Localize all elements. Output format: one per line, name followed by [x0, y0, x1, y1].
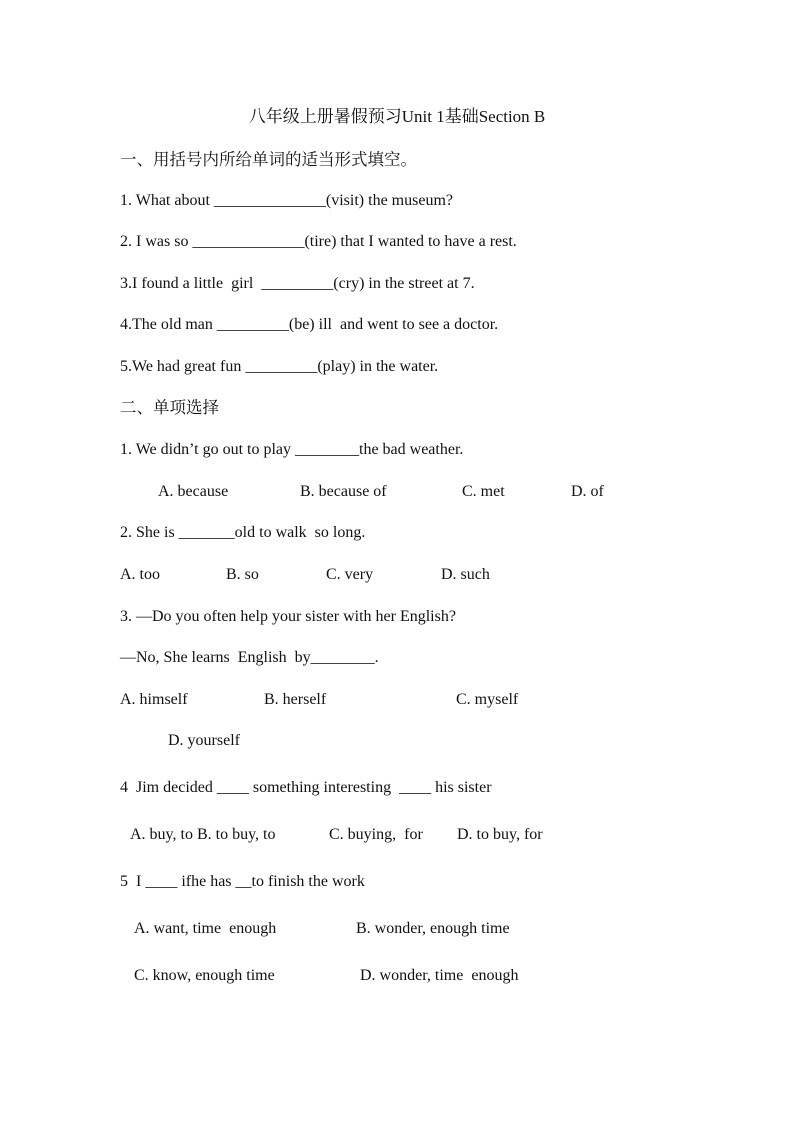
mc-q2-option-d: D. such: [441, 566, 490, 583]
mc-q1-option-b: B. because of: [300, 483, 387, 500]
mc-question-3-reply: —No, She learns English by________.: [120, 649, 379, 666]
fill-blank-item-5: 5.We had great fun _________(play) in the water.: [120, 358, 439, 375]
mc-q2-option-c: C. very: [326, 566, 374, 583]
page-title: 八年级上册暑假预习Unit 1基础Section B: [248, 107, 546, 126]
fill-blank-item-2: 2. I was so ______________(tire) that I wanted to have a rest.: [120, 233, 517, 250]
mc-q4-option-c: C. buying, for: [329, 826, 423, 843]
mc-q4-option-d: D. to buy, for: [457, 826, 543, 843]
fill-blank-item-1: 1. What about ______________(visit) the museum?: [120, 192, 453, 209]
fill-blank-item-4: 4.The old man _________(be) ill and went to see a doctor.: [120, 316, 499, 333]
part2-heading: 二、单项选择: [120, 398, 219, 417]
mc-q3-option-d: D. yourself: [168, 732, 240, 749]
part1-heading: 一、用括号内所给单词的适当形式填空。: [120, 150, 417, 169]
mc-q2-option-b: B. so: [226, 566, 259, 583]
mc-question-4: 4 Jim decided ____ something interesting ____ his sister: [120, 779, 492, 796]
mc-q2-option-a: A. too: [120, 566, 160, 583]
mc-question-5: 5 I ____ ifhe has __to finish the work: [120, 873, 365, 890]
mc-q3-option-b: B. herself: [264, 691, 327, 708]
mc-q5-option-b: B. wonder, enough time: [356, 920, 510, 937]
mc-q4-options-ab: A. buy, to B. to buy, to: [130, 826, 276, 843]
mc-q3-option-c: C. myself: [456, 691, 519, 708]
fill-blank-item-3: 3.I found a little girl _________(cry) in the street at 7.: [120, 275, 475, 292]
mc-q5-option-d: D. wonder, time enough: [360, 967, 519, 984]
mc-q3-option-a: A. himself: [120, 691, 188, 708]
mc-q1-option-d: D. of: [571, 483, 604, 500]
mc-question-1: 1. We didn’t go out to play ________the bad weather.: [120, 441, 464, 458]
mc-q1-option-a: A. because: [158, 483, 229, 500]
mc-question-2: 2. She is _______old to walk so long.: [120, 524, 366, 541]
mc-question-3: 3. —Do you often help your sister with her English?: [120, 608, 456, 625]
mc-q5-option-c: C. know, enough time: [134, 967, 275, 984]
mc-q1-option-c: C. met: [462, 483, 505, 500]
mc-q5-option-a: A. want, time enough: [134, 920, 277, 937]
